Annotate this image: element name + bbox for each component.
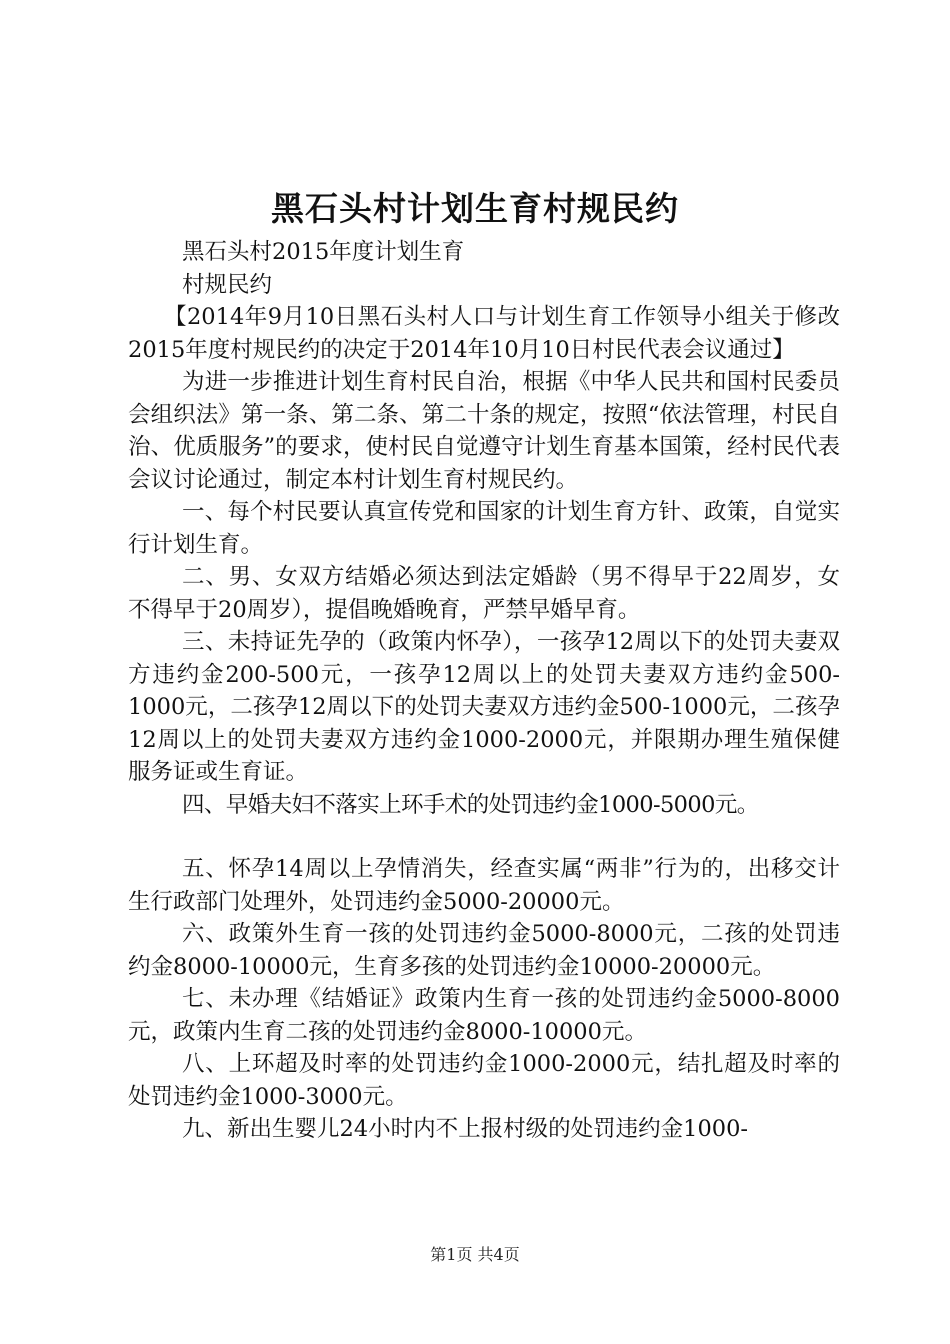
paragraph-article-3: 三、未持证先孕的（政策内怀孕），一孩孕12周以下的处罚夫妻双方违约金200-500元，一孩孕12周以上的处罚夫妻双方违约金500-1000元，二孩孕12周以下的处罚夫妻双方违约金500-1000元，二孩孕12周以上的处罚夫妻双方违约金1000-2000元，并限期办理生殖保健服务证或生育证。 — [128, 629, 840, 785]
paragraph-subtitle-line-2: 村规民约 — [182, 271, 273, 298]
paragraph-article-7: 七、未办理《结婚证》政策内生育一孩的处罚违约金5000-8000元，政策内生育二孩的处罚违约金8000-10000元。 — [128, 986, 840, 1045]
paragraph-article-8: 八、上环超及时率的处罚违约金1000-2000元，结扎超及时率的处罚违约金1000-3000元。 — [128, 1051, 840, 1110]
page-number-footer: 第1页 共4页 — [430, 1245, 520, 1264]
paragraph-preamble: 为进一步推进计划生育村民自治，根据《中华人民共和国村民委员会组织法》第一条、第二条、第二十条的规定，按照“依法管理，村民自治、优质服务”的要求，使村民自觉遵守计划生育基本国策，经村民代表会议讨论通过，制定本村计划生育村规民约。 — [128, 369, 840, 493]
document-body — [128, 236, 840, 1146]
paragraph-article-2: 二、男、女双方结婚必须达到法定婚龄（男不得早于22周岁，女不得早于20周岁），提倡晚婚晚育，严禁早婚早育。 — [128, 564, 840, 623]
paragraph-article-5: 五、怀孕14周以上孕情消失，经查实属“两非”行为的，出移交计生行政部门处理外，处罚违约金5000-20000元。 — [128, 856, 840, 915]
paragraph-article-6: 六、政策外生育一孩的处罚违约金5000-8000元，二孩的处罚违约金8000-10000元，生育多孩的处罚违约金10000-20000元。 — [128, 921, 840, 980]
paragraph-resolution-note: 【2014年9月10日黑石头村人口与计划生育工作领导小组关于修改2015年度村规民约的决定于2014年10月10日村民代表会议通过】 — [128, 304, 840, 363]
paragraph-article-1: 一、每个村民要认真宣传党和国家的计划生育方针、政策，自觉实行计划生育。 — [128, 499, 840, 558]
paragraph-article-4: 四、早婚夫妇不落实上环手术的处罚违约金1000-5000元。 — [182, 791, 759, 818]
paragraph-subtitle-line-1: 黑石头村2015年度计划生育 — [182, 239, 465, 265]
document-title: 黑石头村计划生育村规民约 — [271, 189, 679, 228]
paragraph-article-9: 九、新出生婴儿24小时内不上报村级的处罚违约金1000- — [182, 1116, 748, 1142]
